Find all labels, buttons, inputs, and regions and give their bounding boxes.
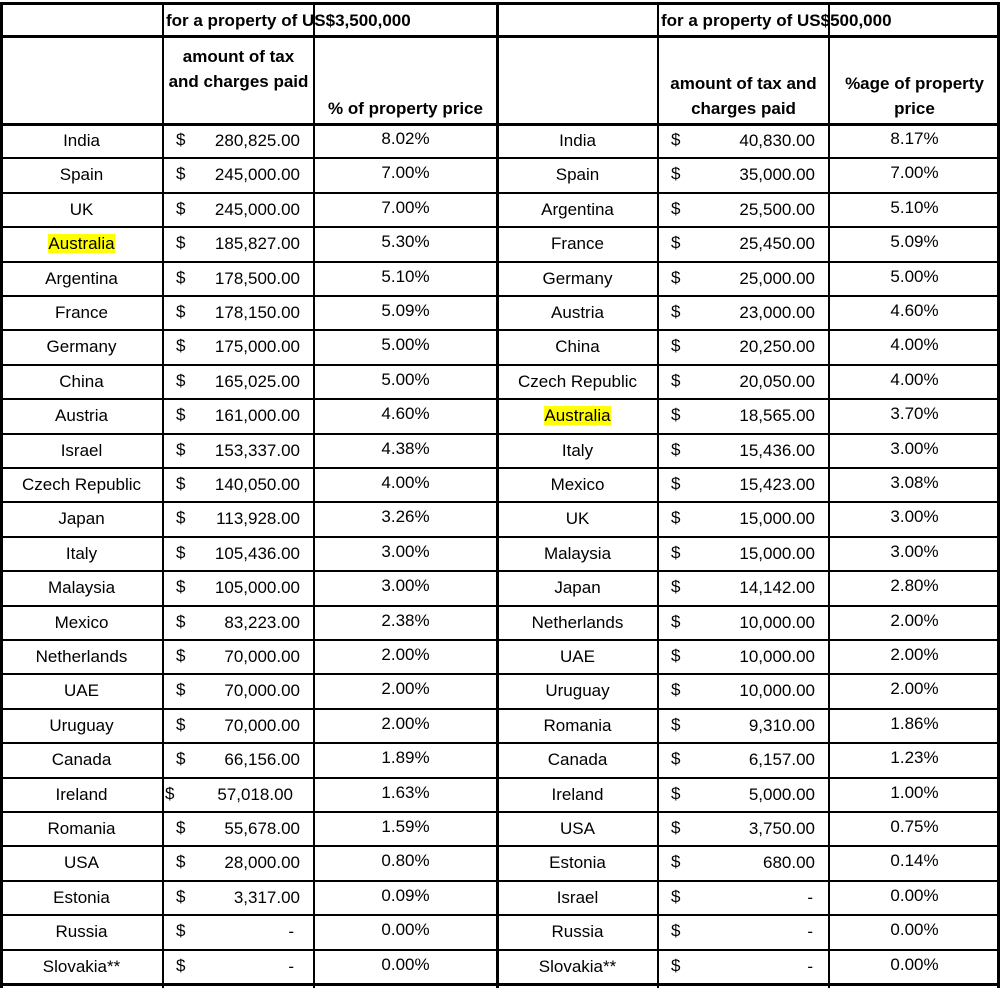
left-country-cell bbox=[2, 681, 161, 701]
right-percent-cell: 3.70% bbox=[890, 404, 939, 424]
currency-symbol: $ bbox=[176, 542, 186, 562]
left-percent-cell: 1.63% bbox=[381, 782, 430, 802]
right-percent-cell: 4.00% bbox=[890, 335, 939, 355]
currency-symbol: $ bbox=[176, 130, 186, 149]
left-section-title: for a property of US$3,500,000 bbox=[166, 11, 411, 30]
grid-line-horizontal bbox=[0, 2, 1000, 5]
country-name: Slovakia** bbox=[538, 956, 617, 976]
right-amount-cell: 10,000.00 bbox=[739, 612, 815, 632]
left-amount-cell: 185,827.00 bbox=[214, 234, 300, 254]
right-amount-cell: - bbox=[807, 922, 813, 942]
grid-line-horizontal bbox=[0, 811, 1000, 813]
currency-symbol: $ bbox=[176, 680, 186, 700]
right-percent-cell: 2.80% bbox=[890, 576, 939, 596]
country-name: USA bbox=[64, 853, 99, 873]
left-country-cell bbox=[2, 544, 161, 564]
right-country-cell bbox=[499, 372, 656, 392]
left-amount-cell: 245,000.00 bbox=[214, 199, 300, 219]
left-percent-cell: 0.00% bbox=[381, 920, 430, 940]
left-country-cell bbox=[2, 957, 161, 977]
right-percent-cell: 1.86% bbox=[890, 713, 939, 733]
right-percent-cell: 2.00% bbox=[890, 679, 939, 699]
right-amount-cell: 25,000.00 bbox=[739, 268, 815, 288]
right-amount-cell: 40,830.00 bbox=[739, 131, 815, 150]
currency-symbol: $ bbox=[176, 749, 186, 769]
right-country-cell bbox=[499, 647, 656, 667]
right-amount-cell: 35,000.00 bbox=[739, 165, 815, 185]
left-amount-cell: 178,150.00 bbox=[214, 303, 300, 322]
left-percent-cell: 5.30% bbox=[381, 232, 430, 252]
country-name: Israel bbox=[60, 440, 103, 460]
currency-symbol: $ bbox=[176, 336, 186, 356]
country-name: UK bbox=[69, 199, 94, 219]
country-name: Russia bbox=[551, 922, 604, 942]
currency-symbol: $ bbox=[176, 164, 186, 184]
right-country-cell bbox=[499, 613, 656, 633]
left-percent-cell: 2.00% bbox=[381, 713, 430, 733]
left-amount-cell: 280,825.00 bbox=[214, 131, 300, 150]
right-percent-cell: 0.00% bbox=[890, 920, 939, 940]
left-percent-cell: 7.00% bbox=[381, 163, 430, 183]
left-amount-cell: 83,223.00 bbox=[224, 612, 300, 632]
left-percent-cell: 0.00% bbox=[381, 954, 430, 974]
grid-line-horizontal bbox=[0, 914, 1000, 916]
left-amount-cell: 105,436.00 bbox=[214, 543, 300, 563]
right-percent-cell: 3.08% bbox=[890, 473, 939, 492]
left-percent-cell: 3.00% bbox=[381, 541, 430, 561]
country-name: Canada bbox=[51, 750, 112, 770]
left-percent-cell: 5.00% bbox=[381, 335, 430, 355]
left-amount-cell: 55,678.00 bbox=[224, 819, 300, 838]
country-name: Australia bbox=[544, 406, 611, 426]
currency-symbol: $ bbox=[176, 921, 186, 941]
currency-symbol: $ bbox=[671, 267, 681, 287]
country-name: Germany bbox=[46, 337, 117, 357]
grid-line-horizontal bbox=[0, 536, 1000, 538]
right-country-cell bbox=[499, 337, 656, 357]
right-percent-cell: 5.09% bbox=[890, 232, 939, 252]
right-country-cell bbox=[499, 131, 656, 151]
left-amount-cell: 28,000.00 bbox=[224, 853, 300, 873]
grid-line-horizontal bbox=[0, 123, 1000, 126]
country-name: Czech Republic bbox=[517, 371, 638, 391]
left-amount-cell: 105,000.00 bbox=[214, 578, 300, 598]
right-percent-cell: 0.00% bbox=[890, 954, 939, 974]
left-amount-cell: 161,000.00 bbox=[214, 406, 300, 426]
right-amount-cell: 14,142.00 bbox=[739, 578, 815, 598]
currency-symbol: $ bbox=[671, 955, 681, 975]
currency-symbol: $ bbox=[671, 405, 681, 425]
right-percent-cell: 4.00% bbox=[890, 369, 939, 389]
left-percent-cell: 3.00% bbox=[381, 576, 430, 596]
left-amount-cell: 70,000.00 bbox=[224, 681, 300, 701]
right-header-percent: %age of property price bbox=[845, 74, 984, 118]
currency-symbol: $ bbox=[671, 783, 681, 803]
right-country-cell bbox=[499, 750, 656, 770]
left-amount-cell: 113,928.00 bbox=[216, 509, 300, 529]
country-name: France bbox=[55, 303, 108, 322]
left-country-cell bbox=[2, 406, 161, 426]
right-country-cell bbox=[499, 200, 656, 220]
right-amount-cell: 20,250.00 bbox=[739, 337, 815, 357]
currency-symbol: $ bbox=[671, 646, 681, 665]
grid-line-horizontal bbox=[0, 605, 1000, 607]
right-country-cell bbox=[499, 853, 656, 873]
left-amount-cell: 3,317.00 bbox=[233, 887, 300, 907]
grid-line-horizontal bbox=[0, 777, 1000, 779]
currency-symbol: $ bbox=[671, 439, 681, 459]
right-country-cell bbox=[499, 475, 656, 495]
left-percent-cell: 2.00% bbox=[381, 679, 430, 699]
right-amount-cell: 15,000.00 bbox=[739, 543, 815, 563]
left-percent-cell: 8.02% bbox=[381, 129, 430, 148]
right-country-cell bbox=[499, 303, 656, 323]
left-country-cell bbox=[2, 819, 161, 839]
country-name: Israel bbox=[556, 887, 599, 907]
currency-symbol: $ bbox=[671, 336, 681, 356]
left-percent-cell: 5.00% bbox=[381, 369, 430, 389]
right-country-cell bbox=[499, 441, 656, 461]
country-name: Japan bbox=[554, 578, 601, 598]
right-percent-cell: 5.10% bbox=[890, 197, 939, 217]
right-amount-cell: - bbox=[807, 887, 813, 907]
currency-symbol: $ bbox=[671, 714, 681, 734]
currency-symbol: $ bbox=[671, 749, 681, 769]
left-country-cell bbox=[2, 269, 161, 289]
grid-line-vertical bbox=[162, 3, 164, 988]
country-name: Romania bbox=[543, 715, 612, 735]
country-name: USA bbox=[560, 819, 595, 838]
left-country-cell bbox=[2, 200, 161, 220]
left-percent-cell: 0.09% bbox=[381, 885, 430, 905]
right-country-cell bbox=[499, 922, 656, 942]
currency-symbol: $ bbox=[671, 198, 681, 218]
country-name: France bbox=[551, 234, 604, 254]
left-percent-cell: 1.89% bbox=[381, 748, 430, 768]
grid-line-horizontal bbox=[0, 742, 1000, 744]
right-amount-cell: 15,436.00 bbox=[739, 440, 815, 460]
currency-symbol: $ bbox=[671, 370, 681, 390]
country-name: Estonia bbox=[53, 887, 110, 907]
right-country-cell bbox=[499, 888, 656, 908]
currency-symbol: $ bbox=[176, 439, 186, 459]
currency-symbol: $ bbox=[176, 267, 186, 287]
currency-symbol: $ bbox=[671, 921, 681, 941]
left-country-cell bbox=[2, 337, 161, 357]
country-name: UAE bbox=[64, 681, 99, 701]
right-percent-cell: 2.00% bbox=[890, 645, 939, 664]
left-country-cell bbox=[2, 509, 161, 529]
left-country-cell bbox=[2, 578, 161, 598]
right-amount-cell: 23,000.00 bbox=[739, 303, 815, 322]
currency-symbol: $ bbox=[671, 680, 681, 700]
grid-line-vertical bbox=[657, 3, 659, 988]
country-name: Uruguay bbox=[49, 715, 114, 735]
country-name: Mexico bbox=[550, 475, 605, 494]
left-country-cell bbox=[2, 922, 161, 942]
right-country-cell bbox=[499, 269, 656, 289]
country-name: Italy bbox=[65, 543, 98, 563]
country-name: Spain bbox=[555, 165, 600, 185]
country-name: UK bbox=[565, 509, 590, 529]
left-country-cell bbox=[2, 647, 161, 667]
left-country-cell bbox=[2, 613, 161, 633]
grid-line-horizontal bbox=[0, 845, 1000, 847]
country-name: Estonia bbox=[549, 853, 606, 873]
country-name: Netherlands bbox=[531, 612, 624, 632]
currency-symbol: $ bbox=[176, 198, 186, 218]
right-amount-cell: 680.00 bbox=[763, 853, 815, 873]
right-percent-cell: 0.14% bbox=[890, 851, 939, 871]
right-country-cell bbox=[499, 957, 656, 977]
currency-symbol: $ bbox=[671, 542, 681, 562]
country-name: Spain bbox=[59, 165, 104, 185]
left-percent-cell: 7.00% bbox=[381, 197, 430, 217]
grid-line-horizontal bbox=[0, 433, 1000, 435]
grid-line-horizontal bbox=[0, 261, 1000, 263]
right-percent-cell: 2.00% bbox=[890, 610, 939, 630]
country-name: China bbox=[59, 371, 104, 391]
right-percent-cell: 8.17% bbox=[890, 129, 939, 148]
grid-line-horizontal bbox=[0, 192, 1000, 194]
grid-line-horizontal bbox=[0, 880, 1000, 882]
country-name: Argentina bbox=[45, 268, 118, 288]
country-name: Japan bbox=[58, 509, 105, 529]
left-percent-cell: 5.09% bbox=[381, 301, 430, 320]
right-amount-cell: 15,423.00 bbox=[739, 475, 815, 494]
left-percent-cell: 2.00% bbox=[381, 645, 430, 664]
country-name: Malaysia bbox=[543, 543, 612, 563]
grid-line-vertical bbox=[313, 3, 315, 988]
right-section-title: for a property of US$500,000 bbox=[661, 11, 892, 30]
currency-symbol: $ bbox=[176, 886, 186, 906]
left-amount-cell: 175,000.00 bbox=[214, 337, 300, 357]
left-amount-cell: 140,050.00 bbox=[214, 475, 300, 494]
country-name: Mexico bbox=[54, 612, 109, 632]
left-country-cell bbox=[2, 853, 161, 873]
grid-line-horizontal bbox=[0, 157, 1000, 159]
grid-line-horizontal bbox=[0, 501, 1000, 503]
left-country-cell bbox=[2, 785, 161, 805]
currency-symbol: $ bbox=[671, 233, 681, 253]
country-name: Malaysia bbox=[47, 578, 116, 598]
right-country-cell bbox=[499, 716, 656, 736]
right-amount-cell: 3,750.00 bbox=[748, 819, 815, 838]
left-amount-cell: 57,018.00 bbox=[217, 784, 293, 804]
left-header-amount: amount of tax and charges paid bbox=[168, 47, 309, 91]
country-name: Netherlands bbox=[35, 647, 128, 666]
currency-symbol: $ bbox=[176, 405, 186, 425]
currency-symbol: $ bbox=[671, 852, 681, 872]
country-name: Uruguay bbox=[545, 681, 610, 701]
right-country-cell bbox=[499, 681, 656, 701]
right-amount-cell: 18,565.00 bbox=[739, 406, 815, 426]
left-amount-cell: - bbox=[288, 956, 294, 976]
currency-symbol: $ bbox=[176, 302, 186, 321]
grid-line-horizontal bbox=[0, 673, 1000, 675]
right-percent-cell: 3.00% bbox=[890, 438, 939, 458]
left-country-cell bbox=[2, 716, 161, 736]
grid-line-horizontal bbox=[0, 708, 1000, 710]
country-name: Ireland bbox=[55, 784, 108, 804]
right-country-cell bbox=[499, 785, 656, 805]
left-country-cell bbox=[2, 441, 161, 461]
country-name: Australia bbox=[48, 234, 115, 254]
right-country-cell bbox=[499, 578, 656, 598]
currency-symbol: $ bbox=[176, 714, 186, 734]
left-country-cell bbox=[2, 131, 161, 151]
left-amount-cell: 178,500.00 bbox=[214, 268, 300, 288]
currency-symbol: $ bbox=[671, 577, 681, 597]
right-percent-cell: 0.00% bbox=[890, 885, 939, 905]
grid-line-horizontal bbox=[0, 35, 1000, 38]
country-name: Czech Republic bbox=[21, 475, 142, 494]
left-country-cell bbox=[2, 303, 161, 323]
left-country-cell bbox=[2, 888, 161, 908]
right-amount-cell: 9,310.00 bbox=[748, 715, 815, 735]
grid-line-horizontal bbox=[0, 983, 1000, 986]
right-amount-cell: 10,000.00 bbox=[739, 647, 815, 666]
left-amount-cell: 66,156.00 bbox=[224, 750, 300, 770]
currency-symbol: $ bbox=[176, 370, 186, 390]
grid-line-horizontal bbox=[0, 949, 1000, 951]
country-name: India bbox=[559, 131, 596, 150]
currency-symbol: $ bbox=[176, 646, 186, 665]
left-percent-cell: 2.38% bbox=[381, 610, 430, 630]
right-percent-cell: 3.00% bbox=[890, 541, 939, 561]
country-name: Russia bbox=[55, 922, 108, 942]
country-name: Germany bbox=[542, 268, 613, 288]
currency-symbol: $ bbox=[176, 474, 186, 493]
right-amount-cell: 10,000.00 bbox=[739, 681, 815, 701]
right-percent-cell: 5.00% bbox=[890, 266, 939, 286]
right-amount-cell: 25,450.00 bbox=[739, 234, 815, 254]
currency-symbol: $ bbox=[671, 611, 681, 631]
currency-symbol: $ bbox=[176, 508, 186, 528]
currency-symbol: $ bbox=[671, 818, 681, 837]
country-name: Austria bbox=[55, 406, 108, 426]
right-country-cell bbox=[499, 544, 656, 564]
currency-symbol: $ bbox=[176, 233, 186, 253]
right-country-cell bbox=[499, 406, 656, 426]
grid-line-horizontal bbox=[0, 467, 1000, 469]
left-percent-cell: 4.38% bbox=[381, 438, 430, 458]
left-amount-cell: 153,337.00 bbox=[214, 440, 300, 460]
left-percent-cell: 0.80% bbox=[381, 851, 430, 871]
right-header-amount: amount of tax and charges paid bbox=[670, 74, 817, 118]
left-country-cell bbox=[2, 234, 161, 254]
currency-symbol: $ bbox=[165, 783, 175, 803]
country-name: Argentina bbox=[541, 199, 614, 219]
country-name: Romania bbox=[47, 819, 116, 838]
currency-symbol: $ bbox=[671, 164, 681, 184]
right-percent-cell: 3.00% bbox=[890, 507, 939, 527]
grid-line-horizontal bbox=[0, 639, 1000, 641]
currency-symbol: $ bbox=[671, 508, 681, 528]
right-amount-cell: 5,000.00 bbox=[748, 784, 815, 804]
left-percent-cell: 4.00% bbox=[381, 473, 430, 492]
country-name: China bbox=[555, 337, 600, 357]
currency-symbol: $ bbox=[176, 955, 186, 975]
right-country-cell bbox=[499, 234, 656, 254]
currency-symbol: $ bbox=[671, 474, 681, 493]
left-amount-cell: 245,000.00 bbox=[214, 165, 300, 185]
currency-symbol: $ bbox=[671, 130, 681, 149]
country-name: Italy bbox=[561, 440, 594, 460]
currency-symbol: $ bbox=[176, 611, 186, 631]
currency-symbol: $ bbox=[176, 852, 186, 872]
right-amount-cell: 20,050.00 bbox=[739, 371, 815, 391]
currency-symbol: $ bbox=[176, 818, 186, 837]
currency-symbol: $ bbox=[671, 302, 681, 321]
country-name: UAE bbox=[560, 647, 595, 666]
country-name: Ireland bbox=[551, 784, 604, 804]
grid-line-horizontal bbox=[0, 570, 1000, 572]
right-country-cell bbox=[499, 509, 656, 529]
currency-symbol: $ bbox=[671, 886, 681, 906]
left-percent-cell: 1.59% bbox=[381, 817, 430, 836]
country-name: Austria bbox=[551, 303, 604, 322]
country-name: Canada bbox=[547, 750, 608, 770]
left-amount-cell: 165,025.00 bbox=[214, 371, 300, 391]
right-amount-cell: - bbox=[807, 956, 813, 976]
left-amount-cell: 70,000.00 bbox=[224, 715, 300, 735]
right-amount-cell: 6,157.00 bbox=[748, 750, 815, 770]
right-percent-cell: 1.00% bbox=[890, 782, 939, 802]
right-percent-cell: 1.23% bbox=[890, 748, 939, 768]
left-percent-cell: 4.60% bbox=[381, 404, 430, 424]
left-country-cell bbox=[2, 475, 161, 495]
right-country-cell bbox=[499, 165, 656, 185]
left-header-percent: % of property price bbox=[328, 99, 483, 118]
right-percent-cell: 0.75% bbox=[890, 817, 939, 836]
country-name: India bbox=[63, 131, 100, 150]
left-country-cell bbox=[2, 372, 161, 392]
right-amount-cell: 25,500.00 bbox=[739, 199, 815, 219]
left-amount-cell: - bbox=[288, 922, 294, 942]
country-name: Slovakia** bbox=[42, 956, 121, 976]
grid-line-horizontal bbox=[0, 226, 1000, 228]
left-country-cell bbox=[2, 750, 161, 770]
left-country-cell bbox=[2, 165, 161, 185]
left-amount-cell: 70,000.00 bbox=[224, 647, 300, 666]
left-percent-cell: 5.10% bbox=[381, 266, 430, 286]
right-percent-cell: 7.00% bbox=[890, 163, 939, 183]
currency-symbol: $ bbox=[176, 577, 186, 597]
grid-line-horizontal bbox=[0, 329, 1000, 331]
grid-line-horizontal bbox=[0, 364, 1000, 366]
left-percent-cell: 3.26% bbox=[381, 507, 430, 527]
grid-line-horizontal bbox=[0, 398, 1000, 400]
grid-line-horizontal bbox=[0, 295, 1000, 297]
right-amount-cell: 15,000.00 bbox=[739, 509, 815, 529]
right-percent-cell: 4.60% bbox=[890, 301, 939, 320]
grid-line-vertical bbox=[828, 3, 830, 988]
right-country-cell bbox=[499, 819, 656, 839]
